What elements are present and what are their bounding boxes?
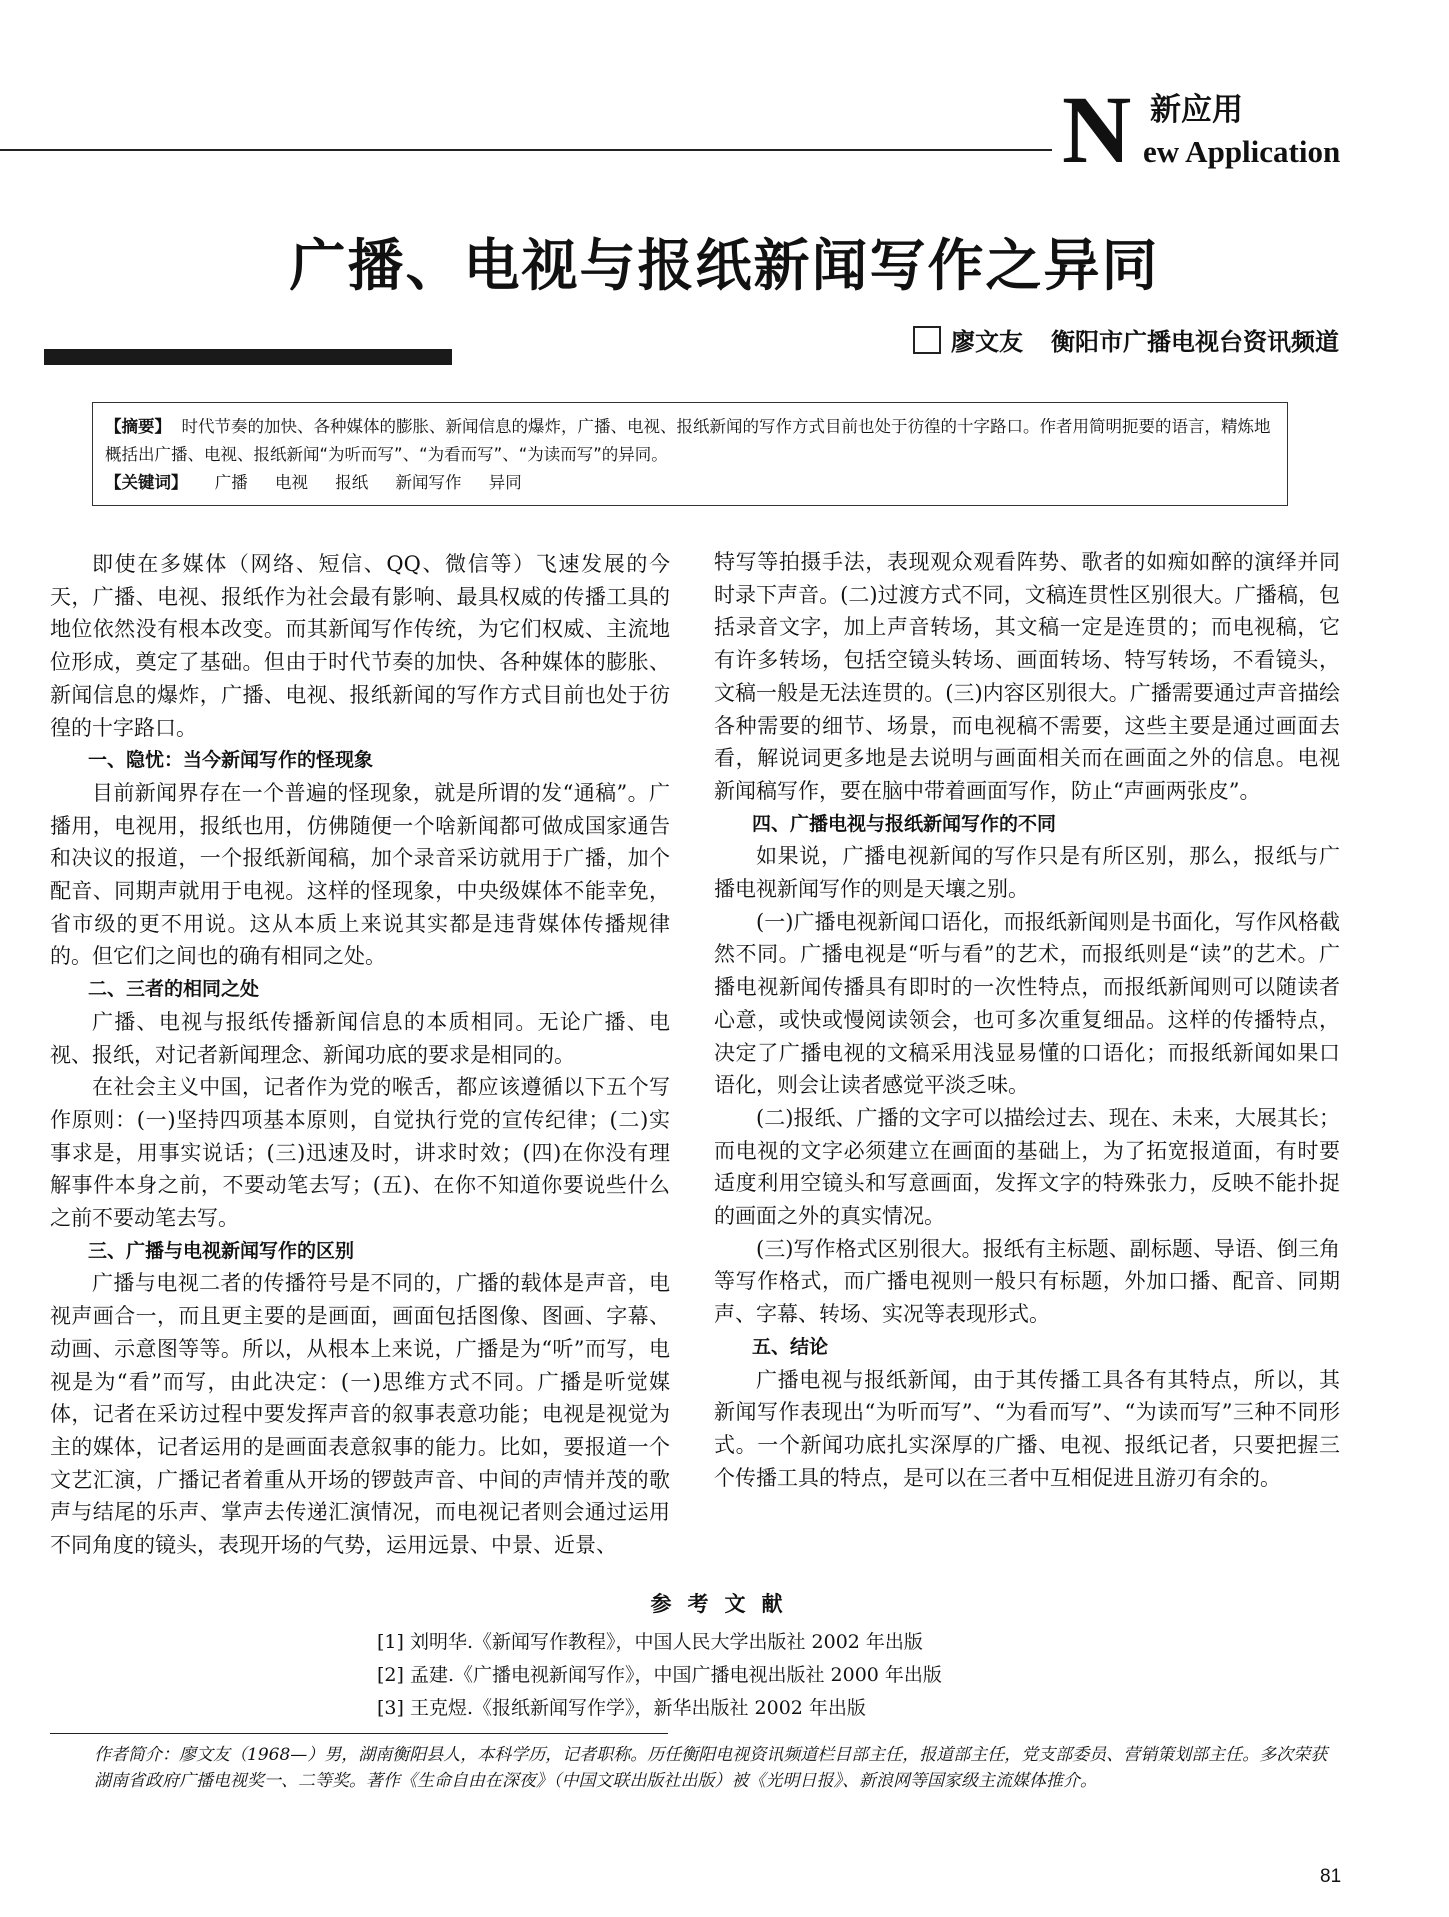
abstract-line xyxy=(105,413,1277,469)
section-heading: 一、隐忧：当今新闻写作的怪现象 xyxy=(88,749,374,772)
header-section-cn: 新应用 xyxy=(1150,92,1243,128)
reference-item: [2] 孟建.《广播电视新闻写作》，中国广播电视出版社 2000 年出版 xyxy=(377,1664,942,1686)
section-heading: 二、三者的相同之处 xyxy=(88,978,260,1001)
header-section-en: ew Application xyxy=(1143,134,1341,169)
paragraph: 广播、电视与报纸传播新闻信息的本质相同。无论广播、电视、报纸，对记者新闻理念、新闻功底的要求是相同的。 xyxy=(50,1009,670,1067)
paragraph: 在社会主义中国，记者作为党的喉舌，都应该遵循以下五个写作原则：(一)坚持四项基本原则，自觉执行党的宣传纪律；(二)实事求是，用事实说话；(三)迅速及时，讲求时效；(四)在你没有理解事件本身之前，不要动笔去写；(五)、在你不知道你要说些什么之前不要动笔去写。 xyxy=(50,1075,670,1231)
references-title: 参考文献 xyxy=(650,1592,799,1616)
article-title: 广播、电视与报纸新闻写作之异同 xyxy=(289,234,1160,299)
paragraph: 广播电视与报纸新闻，由于其传播工具各有其特点，所以，其新闻写作表现出“为听而写”、“为看而写”、“为读而写”三种不同形式。一个新闻功底扎实深厚的广播、电视、报纸记者，只要把握三个传播工具的特点，是可以在三者中互相促进且游刃有余的。 xyxy=(714,1367,1340,1490)
bio-rule xyxy=(50,1733,668,1734)
keyword: 新闻写作 xyxy=(395,473,462,492)
keyword: 电视 xyxy=(275,473,308,492)
decorative-bar xyxy=(44,349,452,365)
reference-item: [3] 王克煜.《报纸新闻写作学》，新华出版社 2002 年出版 xyxy=(377,1697,866,1719)
paragraph: 目前新闻界存在一个普遍的怪现象，就是所谓的发“通稿”。广播用，电视用，报纸也用，仿佛随便一个啥新闻都可做成国家通告和决议的报道，一个报纸新闻稿，加个录音采访就用于广播，加个配音、同期声就用于电视。这样的怪现象，中央级媒体不能幸免，省市级的更不用说。这从本质上来说其实都是违背媒体传播规律的。但它们之间也的确有相同之处。 xyxy=(50,780,670,969)
abstract-text: 时代节奏的加快、各种媒体的膨胀、新闻信息的爆炸，广播、电视、报纸新闻的写作方式目前也处于彷徨的十字路口。作者用简明扼要的语言，精炼地概括出广播、电视、报纸新闻“为听而写”、“为看而写”、“为读而写”的异同。 xyxy=(105,417,1271,464)
keywords-label: 【关键词】 xyxy=(105,473,188,492)
page-number: 81 xyxy=(1320,1866,1342,1887)
author-box-icon xyxy=(913,326,941,354)
keyword: 广播 xyxy=(214,473,248,492)
keyword: 报纸 xyxy=(335,473,369,492)
header-rule xyxy=(0,149,1052,151)
reference-item: [1] 刘明华.《新闻写作教程》，中国人民大学出版社 2002 年出版 xyxy=(377,1631,923,1653)
keywords-line xyxy=(105,469,1277,497)
references-list xyxy=(377,1626,942,1725)
paragraph: (三)写作格式区别很大。报纸有主标题、副标题、导语、倒三角等写作格式，而广播电视则一般只有标题，外加口播、配音、同期声、字幕、转场、实况等表现形式。 xyxy=(714,1236,1340,1327)
paragraph: 即使在多媒体（网络、短信、QQ、微信等）飞速发展的今天，广播、电视、报纸作为社会最有影响、最具权威的传播工具的地位依然没有根本改变。而其新闻写作传统，为它们权威、主流地位形成，奠定了基础。但由于时代节奏的加快、各种媒体的膨胀、新闻信息的爆炸，广播、电视、报纸新闻的写作方式目前也处于彷徨的十字路口。 xyxy=(50,552,670,740)
author-bio: 作者简介：廖文友（1968—）男，湖南衡阳县人，本科学历，记者职称。历任衡阳电视资讯频道栏目部主任，报道部主任，党支部委员、营销策划部主任。多次荣获湖南省政府广播电视奖一、二等奖。著作《生命自由在深夜》（中国文联出版社出版）被《光明日报》、新浪网等国家级主流媒体推介。 xyxy=(94,1745,1328,1791)
author-name: 廖文友 xyxy=(951,328,1023,356)
paragraph: (一)广播电视新闻口语化，而报纸新闻则是书面化，写作风格截然不同。广播电视是“听与看”的艺术，而报纸则是“读”的艺术。广播电视新闻传播具有即时的一次性特点，而报纸新闻则可以随读者心意，或快或慢阅读领会，也可多次重复细品。这样的传播特点，决定了广播电视的文稿采用浅显易懂的口语化；而报纸新闻如果口语化，则会让读者感觉平淡乏味。 xyxy=(714,909,1340,1098)
header-big-letter: N xyxy=(1062,76,1132,183)
section-heading: 三、广播与电视新闻写作的区别 xyxy=(88,1239,355,1262)
author-affiliation: 衡阳市广播电视台资讯频道 xyxy=(1051,328,1339,356)
section-heading: 四、广播电视与报纸新闻写作的不同 xyxy=(752,812,1057,835)
body-column-left xyxy=(50,548,670,1562)
abstract-box xyxy=(92,402,1288,506)
section-heading: 五、结论 xyxy=(752,1335,829,1358)
author-line xyxy=(913,322,1339,357)
paragraph-continued: 特写等拍摄手法，表现观众观看阵势、歌者的如痴如醉的演绎并同时录下声音。(二)过渡方式不同，文稿连贯性区别很大。广播稿，包括录音文字，加上声音转场，其文稿一定是连贯的；而电视稿，它有许多转场，包括空镜头转场、画面转场、特写转场，不看镜头，文稿一般是无法连贯的。(三)内容区别很大。广播需要通过声音描绘各种需要的细节、场景，而电视稿不需要，这些主要是通过画面去看，解说词更多地是去说明与画面相关而在画面之外的信息。电视新闻稿写作，要在脑中带着画面写作，防止“声画两张皮”。 xyxy=(714,550,1340,803)
paragraph: 如果说，广播电视新闻的写作只是有所区别，那么，报纸与广播电视新闻写作的则是天壤之别。 xyxy=(714,844,1340,902)
keyword: 异同 xyxy=(488,473,522,492)
paragraph: (二)报纸、广播的文字可以描绘过去、现在、未来，大展其长；而电视的文字必须建立在画面的基础上，为了拓宽报道面，有时要适度利用空镜头和写意画面，发挥文字的特殊张力，反映不能扑捉的画面之外的真实情况。 xyxy=(714,1105,1340,1229)
body-column-right xyxy=(714,546,1340,1494)
abstract-label: 【摘要】 xyxy=(105,417,171,436)
paragraph-section-3: 广播与电视二者的传播符号是不同的，广播的载体是声音，电视声画合一，而且更主要的是画面，画面包括图像、图画、字幕、动画、示意图等等。所以，从根本上来说，广播是为“听”而写，电视是为“看”而写，由此决定：(一)思维方式不同。广播是听觉媒体，记者在采访过程中要发挥声音的叙事表意功能；电视是视觉为主的媒体，记者运用的是画面表意叙事的能力。比如，要报道一个文艺汇演，广播记者着重从开场的锣鼓声音、中间的声情并茂的歌声与结尾的乐声、掌声去传递汇演情况，而电视记者则会通过运用不同角度的镜头，表现开场的气势，运用远景、中景、近景、 xyxy=(50,1271,670,1558)
